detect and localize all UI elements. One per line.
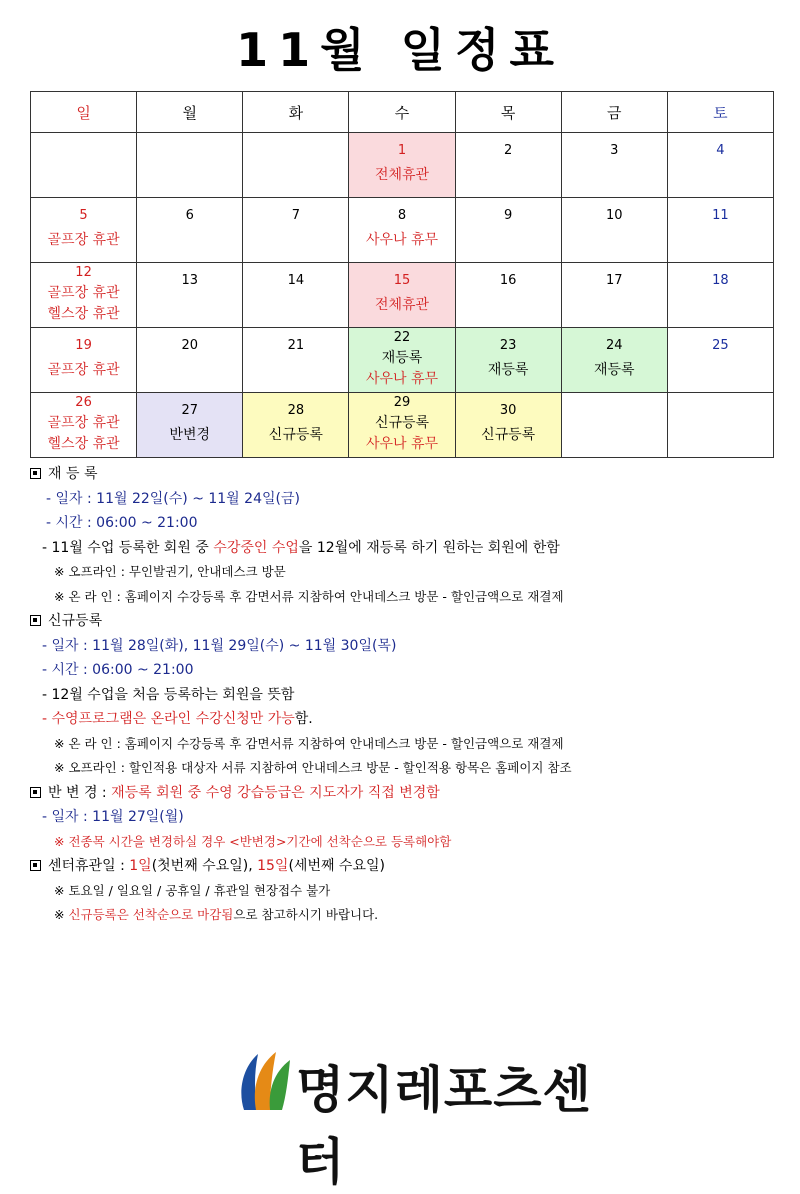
day-cell-8 (349, 198, 455, 263)
day-number: 8 (397, 208, 407, 223)
day-number: 28 (287, 403, 305, 418)
day-number: 20 (181, 338, 198, 353)
day-cell-19 (31, 328, 137, 393)
day-number: 7 (291, 208, 300, 223)
newreg-swim: - 수영프로그램은 온라인 수강신청만 가능함. (42, 711, 313, 727)
day-number: 10 (606, 208, 623, 223)
day-cell-13 (137, 263, 243, 328)
center-name: 명지레포츠센터 (296, 1061, 592, 1191)
day-number: 22 (393, 330, 411, 345)
day-cell-24 (561, 328, 667, 393)
rereg-offline: ※ 오프라인 : 무인발권기, 안내데스크 방문 (54, 564, 286, 579)
event-label: 전체휴관 (374, 297, 430, 313)
day-cell-12 (31, 263, 137, 328)
newreg-offline: ※ 오프라인 : 할인적용 대상자 서류 지참하여 안내데스크 방문 - 할인적용 항목은 홈페이지 참조 (54, 760, 572, 775)
event-label: 골프장 휴관 (47, 362, 120, 378)
day-cell-18 (667, 263, 773, 328)
day-number: 6 (185, 208, 194, 223)
weekday-wed: 수 (349, 92, 455, 133)
event-label: 전체휴관 (374, 167, 430, 183)
day-number: 5 (79, 208, 88, 223)
rereg-time: - 시간 : 06:00 ~ 21:00 (46, 515, 198, 531)
day-number: 13 (181, 273, 198, 288)
section-heading-rereg: 재 등 록 (30, 462, 780, 487)
weekday-tue: 화 (243, 92, 349, 133)
day-cell-29 (349, 393, 455, 458)
center-logo (236, 1048, 606, 1191)
day-cell-25 (667, 328, 773, 393)
day-cell-26 (31, 393, 137, 458)
day-cell-7 (243, 198, 349, 263)
rereg-desc: - 11월 수업 등록한 회원 중 수강중인 수업을 12월에 재등록 하기 원하는 회원에 한함 (42, 539, 560, 556)
day-cell-5 (31, 198, 137, 263)
day-number: 26 (75, 395, 92, 410)
weekday-fri: 금 (561, 92, 667, 133)
section-heading-newreg: 신규등록 (30, 609, 780, 634)
event-label: 재등록 (593, 362, 635, 378)
day-cell-empty (31, 133, 137, 198)
day-cell-22 (349, 328, 455, 393)
closed-note-1: ※ 토요일 / 일요일 / 공휴일 / 휴관일 현장접수 불가 (54, 882, 331, 898)
change-notice: ※ 전종목 시간을 변경하실 경우 <반변경>기간에 선착순으로 등록해야함 (54, 833, 452, 849)
day-number: 18 (712, 273, 729, 288)
event-label: 헬스장 휴관 (47, 436, 120, 452)
day-cell-1 (349, 133, 455, 198)
square-bullet-icon (30, 860, 41, 871)
day-cell-empty (137, 133, 243, 198)
weekday-thu: 목 (455, 92, 561, 133)
event-label: 반변경 (169, 427, 210, 443)
day-cell-6 (137, 198, 243, 263)
calendar-table (30, 91, 774, 458)
event-label: 헬스장 휴관 (47, 306, 120, 322)
day-number: 19 (75, 338, 92, 353)
change-date: - 일자 : 11월 27일(월) (42, 809, 184, 825)
event-label: 사우나 휴무 (365, 232, 439, 248)
day-number: 2 (503, 143, 513, 158)
event-label: 골프장 휴관 (47, 415, 120, 431)
day-number: 23 (499, 338, 517, 353)
newreg-online: ※ 온 라 인 : 홈페이지 수강등록 후 감면서류 지참하여 안내데스크 방문 - 할인금액으로 재결제 (54, 735, 564, 751)
day-cell-20 (137, 328, 243, 393)
day-number: 3 (610, 143, 619, 158)
day-cell-2 (455, 133, 561, 198)
day-cell-14 (243, 263, 349, 328)
day-cell-30 (455, 393, 561, 458)
week-row (31, 198, 774, 263)
day-cell-21 (243, 328, 349, 393)
day-cell-10 (561, 198, 667, 263)
event-label: 골프장 휴관 (47, 232, 120, 248)
newreg-time: - 시간 : 06:00 ~ 21:00 (42, 662, 194, 678)
day-cell-16 (455, 263, 561, 328)
day-number: 1 (397, 143, 407, 158)
day-cell-9 (455, 198, 561, 263)
event-label: 사우나 휴무 (365, 371, 439, 387)
event-label: 사우나 휴무 (365, 436, 439, 452)
day-number: 12 (75, 265, 92, 280)
day-number: 27 (181, 403, 198, 418)
square-bullet-icon (30, 615, 41, 626)
day-number: 4 (716, 143, 725, 158)
day-number: 9 (503, 208, 513, 223)
section-heading-change: 반 변 경 : 재등록 회원 중 수영 강습등급은 지도자가 직접 변경함 (30, 781, 780, 806)
section-heading-closed: 센터휴관일 : 1일(첫번째 수요일), 15일(세번째 수요일) (30, 854, 780, 879)
day-number: 30 (499, 403, 517, 418)
day-cell-4 (667, 133, 773, 198)
day-cell-empty (561, 393, 667, 458)
newreg-desc: - 12월 수업을 처음 등록하는 회원을 뜻함 (42, 686, 295, 703)
page-title: 11월 일정표 (236, 23, 564, 77)
day-number: 21 (287, 338, 305, 353)
weekday-header-row (31, 92, 774, 133)
day-number: 29 (393, 395, 411, 410)
closed-note-2: ※ 신규등록은 선착순으로 마감됨으로 참고하시기 바랍니다. (54, 907, 379, 922)
day-number: 25 (712, 338, 729, 353)
event-label: 신규등록 (481, 427, 536, 443)
event-label: 재등록 (487, 362, 529, 378)
week-row (31, 393, 774, 458)
day-cell-15 (349, 263, 455, 328)
day-cell-28 (243, 393, 349, 458)
square-bullet-icon (30, 787, 41, 798)
weekday-mon: 월 (137, 92, 243, 133)
event-label: 골프장 휴관 (47, 285, 120, 301)
event-label: 재등록 (381, 350, 423, 366)
weekday-sat: 토 (667, 92, 773, 133)
notes-section (30, 462, 780, 928)
newreg-date: - 일자 : 11월 28일(화), 11월 29일(수) ~ 11월 30일(목) (42, 637, 397, 654)
rereg-online: ※ 온 라 인 : 홈페이지 수강등록 후 감면서류 지참하여 안내데스크 방문 - 할인금액으로 재결제 (54, 588, 564, 604)
square-bullet-icon (30, 468, 41, 479)
day-number: 15 (393, 273, 411, 288)
week-row (31, 328, 774, 393)
day-cell-17 (561, 263, 667, 328)
day-number: 11 (712, 208, 729, 223)
day-cell-3 (561, 133, 667, 198)
day-number: 17 (606, 273, 623, 288)
event-label: 신규등록 (374, 415, 430, 431)
day-number: 14 (287, 273, 305, 288)
week-row (31, 133, 774, 198)
day-cell-27 (137, 393, 243, 458)
day-cell-11 (667, 198, 773, 263)
week-row (31, 263, 774, 328)
day-number: 24 (606, 338, 623, 353)
leaf-logo-icon (236, 1048, 294, 1114)
weekday-sun: 일 (31, 92, 137, 133)
rereg-date: - 일자 : 11월 22일(수) ~ 11월 24일(금) (46, 490, 300, 507)
day-cell-23 (455, 328, 561, 393)
day-cell-empty (243, 133, 349, 198)
event-label: 신규등록 (268, 427, 323, 443)
day-cell-empty (667, 393, 773, 458)
day-number: 16 (499, 273, 517, 288)
